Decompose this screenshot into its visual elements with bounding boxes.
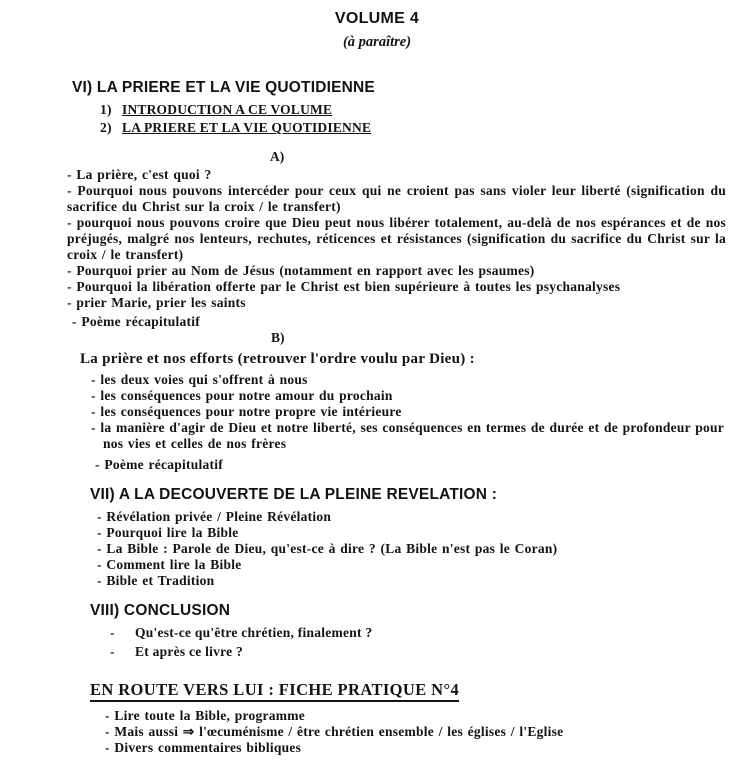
list-item: - Pourquoi la libération offerte par le Christ est bien supérieure à toutes les psychanalyses [67, 279, 621, 294]
list-item: - La Bible : Parole de Dieu, qu'est-ce à dire ? (La Bible n'est pas le Coran) [97, 541, 558, 556]
poem-item: - Poème récapitulatif [95, 457, 223, 472]
list-item: - prier Marie, prier les saints [67, 295, 246, 310]
list-item: - les deux voies qui s'offrent à nous [91, 372, 308, 387]
section-vi-heading: VI) LA PRIERE ET LA VIE QUOTIDIENNE [72, 79, 375, 96]
section-vii-heading: VII) A LA DECOUVERTE DE LA PLEINE REVELATION : [90, 486, 498, 503]
part-b-heading: La prière et nos efforts (retrouver l'ordre voulu par Dieu) : [80, 351, 475, 367]
toc-entry-label: LA PRIERE ET LA VIE QUOTIDIENNE [122, 120, 372, 135]
toc-entry-number: 2) [100, 120, 112, 135]
list-item: - Pourquoi lire la Bible [97, 525, 239, 540]
volume-subtitle: (à paraître) [342, 34, 412, 50]
section-viii-heading: VIII) CONCLUSION [90, 602, 231, 619]
list-item [110, 623, 754, 642]
volume-title: VOLUME 4 [334, 10, 420, 27]
list-item: - Pourquoi nous pouvons intercéder pour ceux qui ne croient pas sans violer leur liberté (signification du sacrifice du Christ sur la croix / le transfert) [67, 183, 726, 214]
list-item: - Divers commentaires bibliques [105, 740, 302, 755]
conclusion-item-list [110, 623, 754, 661]
list-item: - la manière d'agir de Dieu et notre liberté, ses conséquences en termes de durée et de profondeur pour nos vies et celles de nos frères [91, 420, 724, 451]
section-vi-numbered-list [100, 101, 754, 137]
fiche-pratique-heading [90, 679, 754, 700]
list-item: - pourquoi nous pouvons croire que Dieu peut nous libérer totalement, au-delà de nos espérances et de nos préjugés, malgré nos lenteurs, rechutes, réticences et résistances (signification du sacrifice du Christ sur la croix / le transfert) [67, 215, 726, 262]
part-a-item-list [67, 167, 726, 311]
list-item: - La prière, c'est quoi ? [67, 167, 212, 182]
toc-entry-number: 1) [100, 102, 112, 117]
list-item: - les conséquences pour notre amour du prochain [91, 388, 393, 403]
list-item: - Lire toute la Bible, programme [105, 708, 305, 723]
fiche-pratique-item-list [105, 708, 754, 756]
toc-entry-introduction [100, 101, 754, 119]
list-item: - Mais aussi ⇒ l'œcuménisme / être chrétien ensemble / les églises / l'Eglise [105, 724, 564, 739]
list-item: - Bible et Tradition [97, 573, 215, 588]
part-b-item-list [91, 372, 731, 452]
list-item: - Révélation privée / Pleine Révélation [97, 509, 332, 524]
list-item: - les conséquences pour notre propre vie intérieure [91, 404, 402, 419]
part-b-label: B) [271, 330, 285, 345]
part-a-label: A) [270, 149, 285, 164]
list-item: - Comment lire la Bible [97, 557, 242, 572]
poem-item: - Poème récapitulatif [72, 314, 200, 329]
toc-entry-label: INTRODUCTION A CE VOLUME [122, 102, 333, 117]
toc-entry-priere-vie-quotidienne [100, 119, 754, 137]
section-vii-item-list [97, 509, 754, 589]
list-item [110, 642, 754, 661]
list-item-text: Et après ce livre ? [135, 644, 243, 659]
list-item-text: Qu'est-ce qu'être chrétien, finalement ? [135, 625, 373, 640]
list-item-dash: - [110, 644, 115, 659]
list-item: - Pourquoi prier au Nom de Jésus (notamment en rapport avec les psaumes) [67, 263, 535, 278]
list-item-dash: - [110, 625, 115, 640]
fiche-pratique-heading-text: EN ROUTE VERS LUI : FICHE PRATIQUE N°4 [90, 680, 459, 702]
